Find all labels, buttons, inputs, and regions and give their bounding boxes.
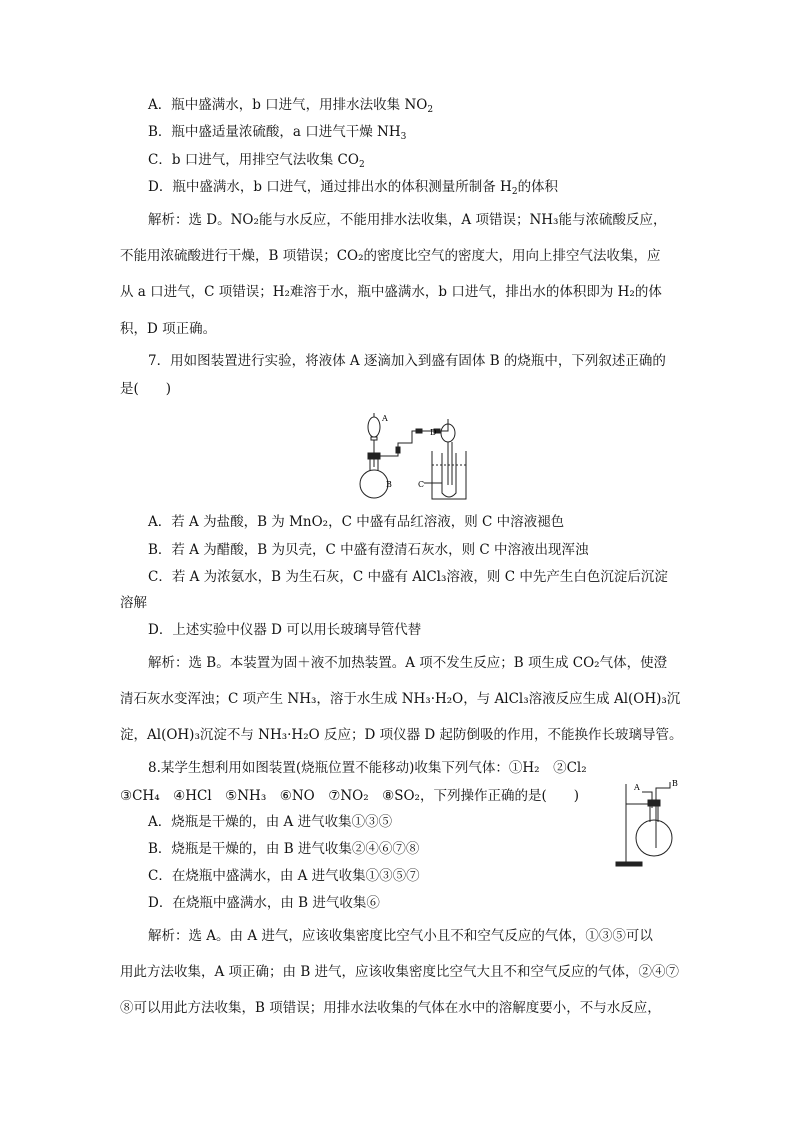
q7-option-d: D．上述实验中仪器 D 可以用长玻璃导管代替 — [148, 622, 422, 638]
q8-analysis-line: ⑧可以用此方法收集，B 项错误；用排水法收集的气体在水中的溶解度要小，不与水反应， — [120, 1000, 661, 1016]
figure-label: A — [382, 414, 388, 423]
q6-analysis-line: 积，D 项正确。 — [120, 321, 217, 337]
q6-option-b: B．瓶中盛适量浓硫酸，a 口进气干燥 $NH_3$ — [148, 124, 407, 142]
figure-label: D — [430, 428, 437, 437]
q8-option-d: D．在烧瓶中盛满水，由 B 进气收集⑥ — [148, 895, 380, 911]
q7-option-a: A．若 A 为盐酸，B 为 MnO₂，C 中盛有品红溶液，则 C 中溶液褪色 — [148, 514, 565, 530]
figure-label: B — [386, 480, 392, 489]
q6-option-c: C．b 口进气，用排空气法收集 $CO_2$ — [148, 152, 365, 170]
q6-option-a: A．瓶中盛满水，b 口进气，用排水法收集 $NO_2$ — [148, 97, 434, 115]
q7-option-c: C．若 A 为浓氨水，B 为生石灰，C 中盛有 AlCl₃溶液，则 C 中先产生白色沉淀后沉淀 — [148, 569, 668, 585]
q8-apparatus-figure — [612, 778, 692, 870]
q7-apparatus-figure — [350, 405, 470, 505]
q6-analysis-line: 解析：选 D。NO₂能与水反应，不能用排水法收集，A 项错误；NH₃能与浓硫酸反应， — [148, 212, 667, 228]
q8-analysis-line: 用此方法收集，A 项正确；由 B 进气，应该收集密度比空气大且不和空气反应的气体，②④⑦ — [120, 964, 680, 980]
q7-analysis-line: 清石灰水变浑浊；C 项产生 NH₃，溶于水生成 NH₃·H₂O，与 AlCl₃溶液反应生成 Al(OH)₃沉 — [120, 691, 681, 707]
q8-stem: ③CH₄ ④HCl ⑤NH₃ ⑥NO ⑦NO₂ ⑧SO₂，下列操作正确的是( ) — [120, 788, 579, 804]
q8-analysis-line: 解析：选 A。由 A 进气，应该收集密度比空气小且不和空气反应的气体，①③⑤可以 — [148, 928, 653, 944]
q7-stem: 7．用如图装置进行实验，将液体 A 逐滴加入到盛有固体 B 的烧瓶中，下列叙述正确的 — [148, 353, 666, 369]
figure-label: C — [418, 480, 425, 489]
q7-option-c-cont: 溶解 — [120, 595, 147, 611]
q8-stem: 8.某学生想利用如图装置(烧瓶位置不能移动)收集下列气体：①H₂ ②Cl₂ — [148, 760, 587, 776]
q7-analysis-line: 解析：选 B。本装置为固＋液不加热装置。A 项不发生反应；B 项生成 CO₂气体，使澄 — [148, 655, 668, 671]
q8-option-b: B．烧瓶是干燥的，由 B 进气收集②④⑥⑦⑧ — [148, 841, 420, 857]
q7-stem: 是( ) — [120, 381, 172, 397]
q6-analysis-line: 不能用浓硫酸进行干燥，B 项错误；CO₂的密度比空气的密度大，用向上排空气法收集，应 — [120, 248, 661, 264]
q6-analysis-line: 从 a 口进气，C 项错误；H₂难溶于水，瓶中盛满水，b 口进气，排出水的体积即为 H₂的体 — [120, 284, 662, 300]
figure-label: B — [672, 779, 678, 788]
q7-analysis-line: 淀，Al(OH)₃沉淀不与 NH₃·H₂O 反应；D 项仪器 D 起防倒吸的作用，不能换作长玻璃导管。 — [120, 727, 683, 743]
q8-option-a: A．烧瓶是干燥的，由 A 进气收集①③⑤ — [148, 814, 393, 830]
q7-option-b: B．若 A 为醋酸，B 为贝壳，C 中盛有澄清石灰水，则 C 中溶液出现浑浊 — [148, 542, 589, 558]
q6-option-d: D．瓶中盛满水，b 口进气，通过排出水的体积测量所制备 $H_2$的体积 — [148, 179, 559, 197]
figure-label: A — [634, 783, 640, 792]
q8-option-c: C．在烧瓶中盛满水，由 A 进气收集①③⑤⑦ — [148, 868, 420, 884]
